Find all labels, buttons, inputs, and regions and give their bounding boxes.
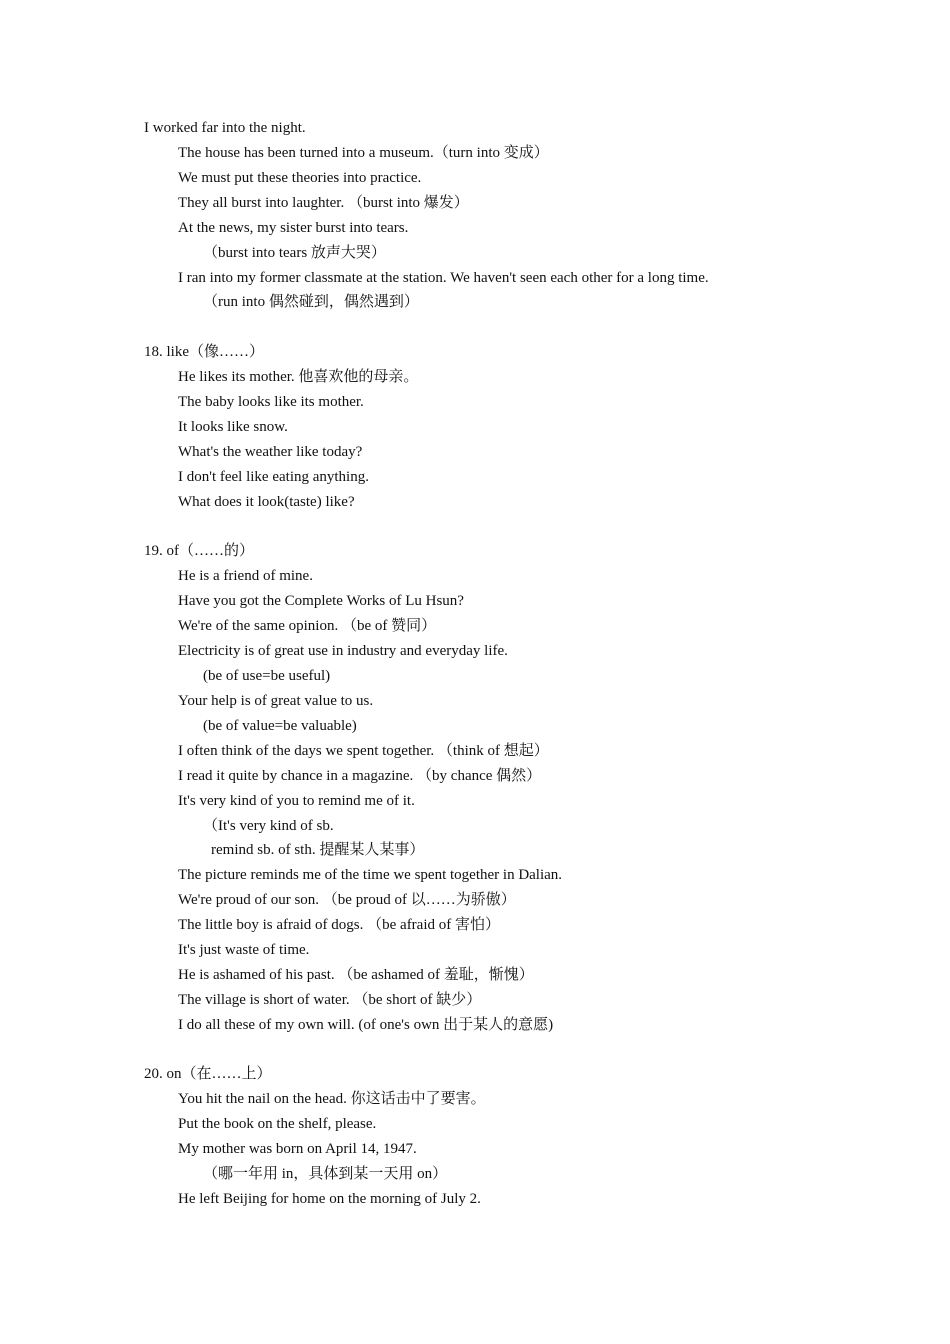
text-line: （It's very kind of sb. xyxy=(203,818,334,834)
text-line: Have you got the Complete Works of Lu Hsun? xyxy=(178,593,464,609)
text-line: Your help is of great value to us. xyxy=(178,693,374,709)
text-line: （burst into tears 放声大哭） xyxy=(203,245,386,261)
text-line: The baby looks like its mother. xyxy=(178,394,364,410)
text-line: I often think of the days we spent together. （think of 想起） xyxy=(178,743,549,759)
text-line: They all burst into laughter. （burst into 爆发） xyxy=(178,195,469,211)
text-line: He is ashamed of his past. （be ashamed of 羞耻，惭愧） xyxy=(178,967,534,983)
text-line: At the news, my sister burst into tears. xyxy=(178,220,409,236)
text-line: （run into 偶然碰到，偶然遇到） xyxy=(203,294,419,310)
text-line: I read it quite by chance in a magazine. （by chance 偶然） xyxy=(178,768,542,784)
text-line: I don't feel like eating anything. xyxy=(178,469,369,485)
text-line: He likes its mother. 他喜欢他的母亲。 xyxy=(178,369,419,385)
text-line: （哪一年用 in，具体到某一天用 on） xyxy=(203,1166,448,1182)
text-line: My mother was born on April 14, 1947. xyxy=(178,1141,417,1157)
text-line: What does it look(taste) like? xyxy=(178,494,355,510)
text-line: It looks like snow. xyxy=(178,419,288,435)
text-line: I do all these of my own will. (of one's own 出于某人的意愿) xyxy=(178,1017,554,1033)
text-line: I ran into my former classmate at the station. We haven't seen each other for a long time. xyxy=(178,270,709,286)
text-line: The picture reminds me of the time we spent together in Dalian. xyxy=(178,867,563,883)
text-line: (be of value=be valuable) xyxy=(203,718,357,734)
text-line: What's the weather like today? xyxy=(178,444,363,460)
text-line: The little boy is afraid of dogs. （be afraid of 害怕） xyxy=(178,917,501,933)
text-line: The house has been turned into a museum.（turn into 变成） xyxy=(178,145,549,161)
text-line: You hit the nail on the head. 你这话击中了要害。 xyxy=(178,1091,486,1107)
text-line: We must put these theories into practice. xyxy=(178,170,422,186)
text-line: remind sb. of sth. 提醒某人某事） xyxy=(211,842,425,858)
text-line: He is a friend of mine. xyxy=(178,568,313,584)
section-heading: 18. like（像……） xyxy=(144,344,264,360)
section-heading: 20. on（在……上） xyxy=(144,1066,272,1082)
section-heading: 19. of（……的） xyxy=(144,543,254,559)
text-line: It's just waste of time. xyxy=(178,942,310,958)
text-line: (be of use=be useful) xyxy=(203,668,331,684)
text-line: We're of the same opinion. （be of 赞同） xyxy=(178,618,437,634)
text-line: We're proud of our son. （be proud of 以……为骄傲） xyxy=(178,892,516,908)
text-line: He left Beijing for home on the morning of July 2. xyxy=(178,1191,481,1207)
text-line: It's very kind of you to remind me of it. xyxy=(178,793,415,809)
text-line: Electricity is of great use in industry and everyday life. xyxy=(178,643,508,659)
text-line: Put the book on the shelf, please. xyxy=(178,1116,377,1132)
text-line: I worked far into the night. xyxy=(144,120,306,136)
text-line: The village is short of water. （be short of 缺少） xyxy=(178,992,482,1008)
